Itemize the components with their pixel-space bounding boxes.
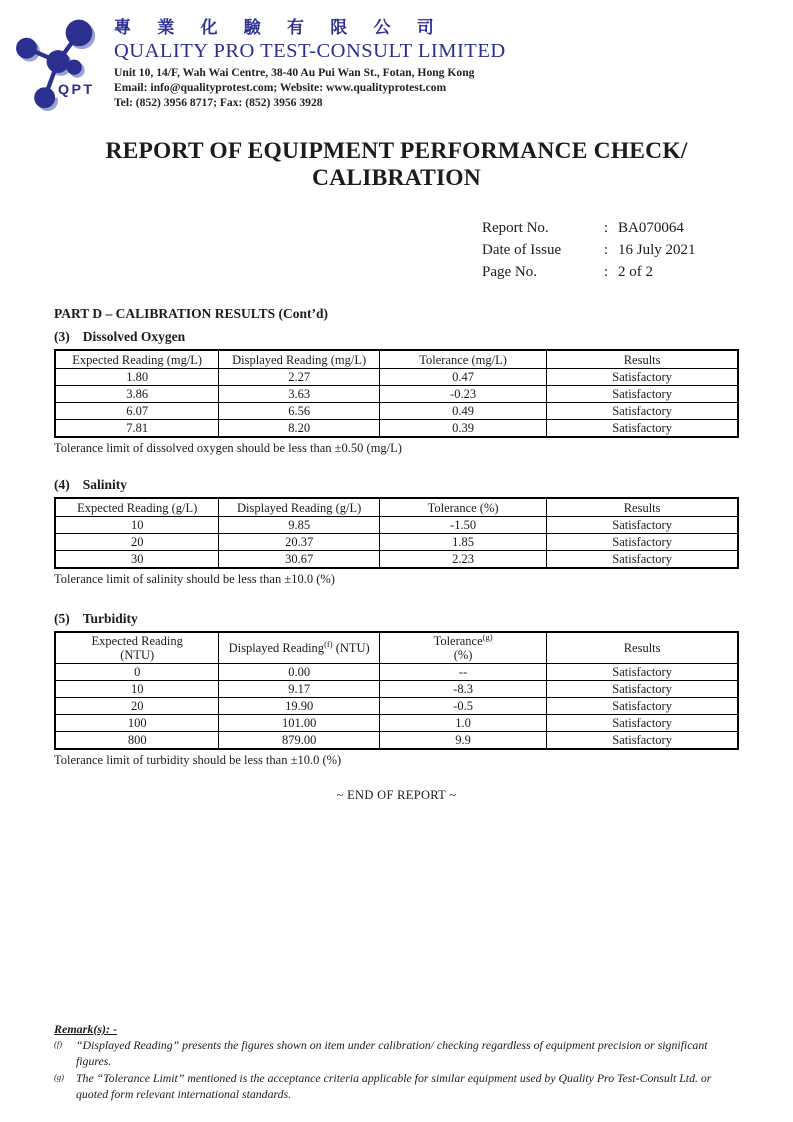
table-row [55,551,738,569]
company-email-website: Email: info@qualityprotest.com; Website: www.qualityprotest.com [114,81,447,95]
table-cell: 0 [55,664,219,681]
report-number-value: BA070064 [618,220,684,236]
tolerance-note: Tolerance limit of dissolved oxygen should be less than ±0.50 (mg/L) [54,441,402,456]
table-cell: 9.17 [219,681,380,698]
section-turbidity [54,611,739,768]
table-cell: 20.37 [219,534,380,551]
table-row [55,681,738,698]
table-row [55,534,738,551]
table-cell: -- [379,664,546,681]
separator: : [603,263,609,280]
table-cell: 9.9 [379,732,546,750]
column-header: Results [547,498,738,517]
molecule-logo-icon [10,12,106,112]
column-header: Displayed Reading (mg/L) [219,350,380,369]
table-cell: -0.5 [379,698,546,715]
report-number-label: Report No. [482,220,549,236]
column-header: Tolerance (mg/L) [379,350,546,369]
qpt-logo [10,12,106,112]
table-header-row [55,632,738,664]
table-cell: -8.3 [379,681,546,698]
section-name: Salinity [82,477,128,493]
table-cell: 879.00 [219,732,380,750]
table-cell: Satisfactory [547,386,738,403]
separator: : [603,220,609,236]
table-cell: Satisfactory [547,698,738,715]
page-number-value: 2 of 2 [618,263,653,280]
table-header-row [55,498,738,517]
remark-text: The “Tolerance Limit” mentioned is the acceptance criteria applicable for similar equipment used by Quality Pro Test-Consult Ltd. or quoted form relevant international standards. [76,1070,712,1101]
footnote-marker: (f) [54,1039,63,1049]
column-header: Tolerance$^{(g)}$ (%) [379,632,546,664]
column-header: Displayed Reading$^{(f)}$ (NTU) [219,632,380,664]
table-cell: 8.20 [219,420,380,438]
tolerance-note: Tolerance limit of salinity should be less than ±10.0 (%) [54,572,335,587]
footnote-marker: (g) [54,1071,64,1082]
letterhead [10,12,739,112]
table-cell: 20 [55,534,219,551]
table-cell: Satisfactory [547,715,738,732]
section-number: (4) [54,477,70,493]
section-salinity [54,477,739,587]
remark-text: “Displayed Reading” presents the figures shown on item under calibration/ checking regardless of equipment precision or significant figures. [76,1038,708,1068]
table-cell: 0.47 [379,369,546,386]
section-name: Dissolved Oxygen [82,329,186,345]
tolerance-note: Tolerance limit of turbidity should be less than ±10.0 (%) [54,753,342,768]
table-cell: 19.90 [219,698,380,715]
section-name: Turbidity [82,611,138,627]
table-row [55,369,738,386]
table-cell: -0.23 [379,386,546,403]
table-cell: 2.27 [219,369,380,386]
table-cell: Satisfactory [547,369,738,386]
section-number: (5) [54,611,70,627]
remark-item-f [54,1038,739,1070]
column-header: Results [547,632,738,664]
table-cell: Satisfactory [547,534,738,551]
table-cell: 10 [55,681,219,698]
dissolved-oxygen-table [54,349,739,438]
date-of-issue-row [482,240,739,262]
table-row [55,698,738,715]
table-cell: 6.56 [219,403,380,420]
table-cell: 30.67 [219,551,380,569]
company-tel-fax: Tel: (852) 3956 8717; Fax: (852) 3956 3928 [114,96,323,110]
footnote-marker: (f) [324,638,333,649]
letterhead-text [114,12,506,110]
end-of-report-text: ~ END OF REPORT ~ [336,788,457,803]
table-cell: 10 [55,517,219,534]
table-cell: Satisfactory [547,517,738,534]
table-cell: 30 [55,551,219,569]
separator: : [603,241,609,258]
column-header: Tolerance (%) [379,498,546,517]
table-cell: Satisfactory [547,551,738,569]
table-cell: 1.0 [379,715,546,732]
footnote-marker: (g) [482,631,493,642]
table-cell: 9.85 [219,517,380,534]
logo-text: QPT [58,81,95,98]
table-cell: Satisfactory [547,664,738,681]
table-cell: 20 [55,698,219,715]
remarks-block [54,1022,739,1103]
section-title [54,477,739,493]
table-header-row [55,350,738,369]
section-dissolved-oxygen [54,329,739,456]
table-cell: 800 [55,732,219,750]
table-cell: 100 [55,715,219,732]
table-row [55,732,738,750]
table-cell: Satisfactory [547,403,738,420]
salinity-table [54,497,739,569]
table-cell: 0.49 [379,403,546,420]
table-row [55,664,738,681]
table-cell: 3.86 [55,386,219,403]
table-cell: 6.07 [55,403,219,420]
report-number-row [482,218,739,240]
table-cell: Satisfactory [547,681,738,698]
section-title [54,329,739,345]
table-cell: Satisfactory [547,732,738,750]
company-name-chinese: 專 業 化 驗 有 限 公 司 [114,18,445,37]
date-of-issue-label: Date of Issue [482,241,562,258]
table-cell: 2.23 [379,551,546,569]
column-header: Results [547,350,738,369]
section-number: (3) [54,329,70,345]
table-row [55,403,738,420]
column-header: Expected Reading (NTU) [55,632,219,664]
column-header: Expected Reading (g/L) [55,498,219,517]
turbidity-table [54,631,739,750]
remarks-heading: Remark(s): - [54,1022,117,1036]
remark-item-g [54,1071,739,1103]
table-cell: 3.63 [219,386,380,403]
table-cell: 0.39 [379,420,546,438]
table-cell: Satisfactory [547,420,738,438]
table-row [55,386,738,403]
table-cell: 101.00 [219,715,380,732]
page-title: REPORT OF EQUIPMENT PERFORMANCE CHECK/ CALIBRATION [105,138,688,191]
page-number-row [482,262,739,284]
page-number-label: Page No. [482,263,537,280]
table-cell: 7.81 [55,420,219,438]
company-name-english: QUALITY PRO TEST-CONSULT LIMITED [114,40,506,63]
section-title [54,611,739,627]
table-cell: -1.50 [379,517,546,534]
report-info-block [482,218,739,283]
table-row [55,715,738,732]
part-d-heading: PART D – CALIBRATION RESULTS (Cont’d) [54,306,328,322]
table-row [55,420,738,438]
column-header: Expected Reading (mg/L) [55,350,219,369]
company-address: Unit 10, 14/F, Wah Wai Centre, 38-40 Au Pui Wan St., Fotan, Hong Kong [114,66,475,80]
date-of-issue-value: 16 July 2021 [618,241,696,258]
table-cell: 0.00 [219,664,380,681]
column-header: Displayed Reading (g/L) [219,498,380,517]
table-cell: 1.85 [379,534,546,551]
table-row [55,517,738,534]
table-cell: 1.80 [55,369,219,386]
